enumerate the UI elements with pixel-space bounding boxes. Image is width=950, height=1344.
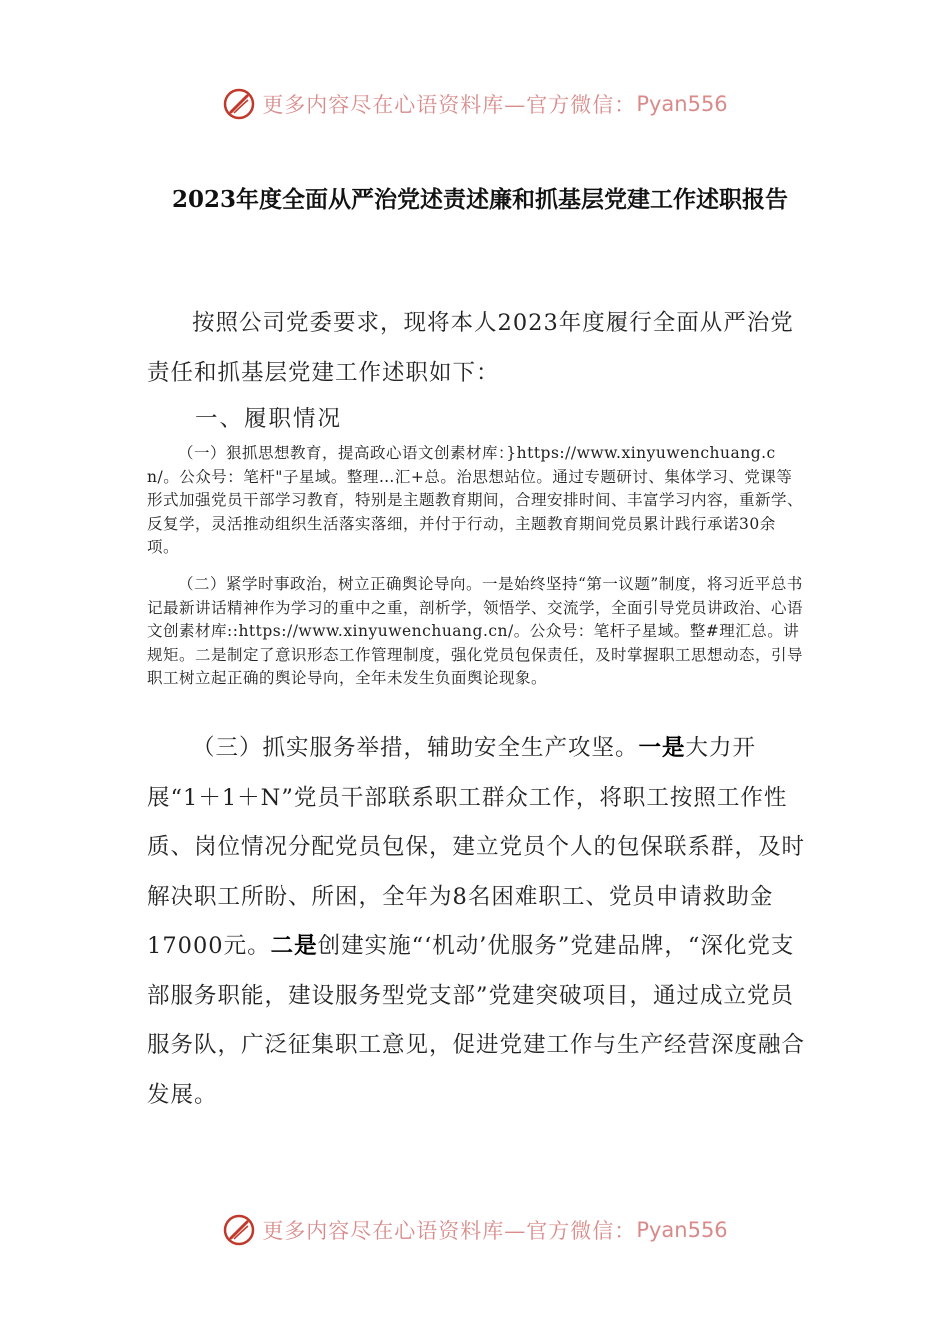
pen-logo-icon xyxy=(222,87,256,121)
document-title: 2023年度全面从严治党述责述廉和抓基层党建工作述职报告 xyxy=(171,186,788,213)
item-3-point-1-text: 大力开展“1＋1＋N”党员干部联系职工群众工作，将职工按照工作性质、岗位情况分配党员包保，建立党员个人的包保联系群，及时解决职工所盼、所困，全年为8名困难职工、党员申请救助金17000元。 xyxy=(147,735,806,959)
header-banner xyxy=(0,82,950,126)
banner-wechat-id: Pyan556 xyxy=(636,1218,728,1242)
pen-logo-icon xyxy=(222,1213,256,1247)
item-3-paragraph xyxy=(147,724,807,1120)
item-3-heading: （三）抓实服务举措，辅助安全生产攻坚。 xyxy=(192,735,639,761)
item-2-paragraph: （二）紧学时事政治，树立正确舆论导向。一是始终坚持“第一议题”制度，将习近平总书记最新讲话精神作为学习的重中之重，剖析学，领悟学、交流学，全面引导党员讲政治、心语文创素材库::https://www.xinyuwenchuang.cn/。公众号：笔杆子星域。整#理汇总。讲规矩。二是制定了意识形态工作管理制度，强化党员包保责任，及时掌握职工思想动态，引导职工树立起正确的舆论导向，全年未发生负面舆论现象。 xyxy=(147,575,804,687)
item-3-point-2-text: 创建实施“‘机动’优服务”党建品牌，“深化党支部服务职能，建设服务型党支部”党建突破项目，通过成立党员服务队，广泛征集职工意见，促进党建工作与生产经营深度融合发展。 xyxy=(147,933,806,1108)
banner-wechat-id: Pyan556 xyxy=(636,92,728,116)
footer-banner xyxy=(0,1208,950,1252)
item-3-point-1-label: 一是 xyxy=(638,735,686,761)
banner-text: 更多内容尽在心语资料库—官方微信： xyxy=(262,1219,637,1243)
banner-text: 更多内容尽在心语资料库—官方微信： xyxy=(262,93,637,117)
item-3-point-2-label: 二是 xyxy=(270,933,318,959)
intro-paragraph: 按照公司党委要求，现将本人2023年度履行全面从严治党责任和抓基层党建工作述职如下： xyxy=(147,310,794,386)
item-1-paragraph: （一）狠抓思想教育，提高政心语文创素材库：}https://www.xinyuwenchuang.cn/。公众号：笔杆"子星域。整理…汇+总。治思想站位。通过专题研讨、集体学习、党课等形式加强党员干部学习教育，特别是主题教育期间，合理安排时间、丰富学习内容，重新学、反复学，灵活推动组织生活落实落细，并付于行动，主题教育期间党员累计践行承诺30余项。 xyxy=(147,444,804,556)
section-heading: 一、履职情况 xyxy=(195,406,343,432)
